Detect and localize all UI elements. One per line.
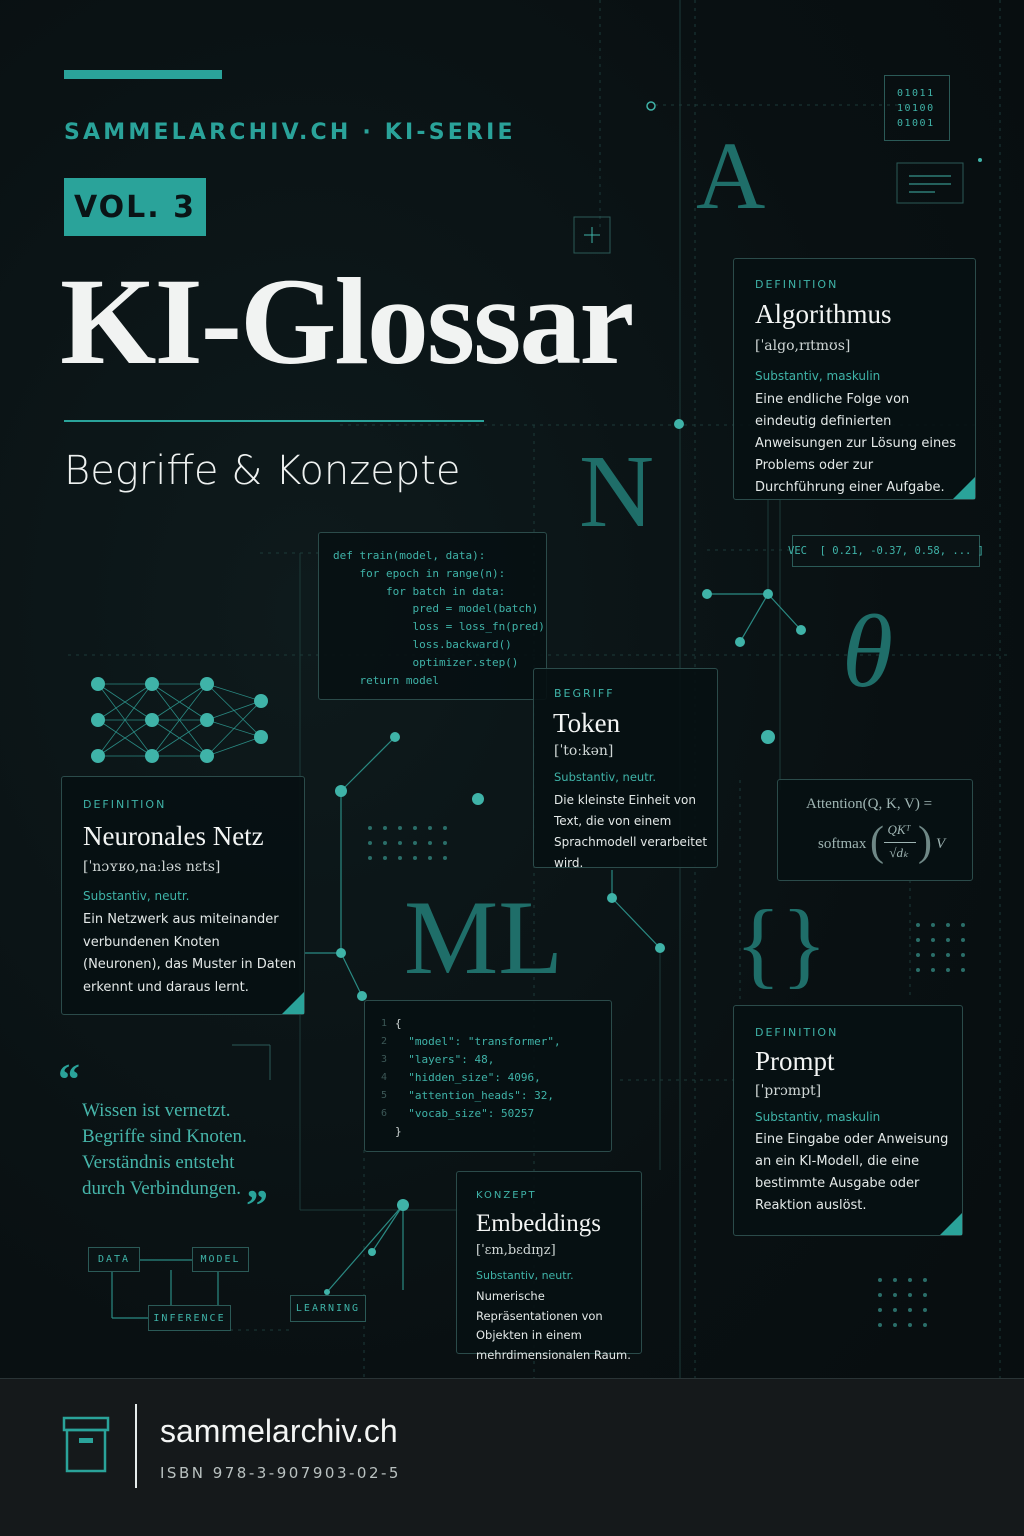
code-block-config	[364, 1000, 612, 1152]
code-line: "hidden_size": 4096,	[395, 1071, 541, 1084]
page-title: KI-Glossar	[60, 253, 633, 390]
card-eyebrow: DEFINITION	[755, 278, 839, 291]
code-line: "vocab_size": 50257	[395, 1107, 535, 1120]
line-number: 2	[380, 1036, 387, 1047]
card-pos: Substantiv, maskulin	[755, 1110, 881, 1124]
code-line: for batch in data:	[333, 584, 506, 598]
card-ipa: [ˈnɔʏʁo,naːləs nɛts]	[83, 859, 221, 875]
glyph-braces: {}	[735, 890, 828, 997]
card-embeddings	[456, 1171, 642, 1362]
code-line: for epoch in range(n):	[333, 566, 506, 580]
page-subtitle: Begriffe & Konzepte	[64, 448, 461, 494]
card-term: Embeddings	[476, 1210, 601, 1237]
card-ipa: [ˈɛm,bɛdɪŋz]	[476, 1243, 556, 1258]
card-term: Token	[553, 708, 621, 738]
card-eyebrow: DEFINITION	[83, 798, 167, 811]
footer-domain: sammelarchiv.ch	[160, 1413, 398, 1449]
glyph-ml: ML	[404, 879, 563, 996]
card-eyebrow: BEGRIFF	[554, 687, 615, 700]
card-corner	[953, 477, 975, 499]
neural-network-diagram	[80, 668, 280, 768]
quote-line: Begriffe sind Knoten.	[82, 1126, 247, 1147]
formula-v: V	[936, 836, 946, 852]
vector-readout: VEC [ 0.21, -0.37, 0.58, ... ]	[792, 535, 980, 567]
card-pos: Substantiv, neutr.	[476, 1269, 574, 1282]
quote-open-mark: “	[58, 1055, 80, 1104]
card-eyebrow: KONZEPT	[476, 1190, 537, 1201]
quote-line: Wissen ist vernetzt.	[82, 1100, 231, 1121]
line-number: 6	[380, 1108, 387, 1119]
quote-close-mark: ”	[246, 1181, 268, 1230]
line-number: 4	[380, 1072, 387, 1083]
volume-badge: VOL. 3	[64, 178, 206, 236]
flow-node-data: DATA	[88, 1247, 140, 1272]
series-kicker: SAMMELARCHIV.CH · KI-SERIE	[64, 120, 516, 145]
flow-node-learning: LEARNING	[290, 1295, 366, 1322]
glyph-a: A	[696, 122, 766, 229]
formula-paren-left: (	[870, 819, 884, 865]
card-algorithmus	[733, 258, 976, 500]
card-eyebrow: DEFINITION	[755, 1026, 839, 1039]
card-ipa: [ˈalgo,rɪtmʊs]	[755, 338, 851, 354]
accent-bar	[64, 70, 222, 79]
footer	[0, 1378, 1024, 1536]
binary-line: 01011	[897, 88, 935, 99]
code-line: return model	[333, 673, 439, 687]
footer-isbn: ISBN 978-3-907903-02-5	[160, 1464, 401, 1482]
code-line: "layers": 48,	[395, 1053, 495, 1066]
card-term: Neuronales Netz	[83, 821, 264, 851]
card-definition: Ein Netzwerk aus miteinander verbundenen Knoten (Neuronen), das Muster in Daten erkennt und daraus lernt.	[83, 912, 297, 995]
line-number: 3	[380, 1054, 387, 1065]
card-corner	[282, 992, 304, 1014]
code-line: loss = loss_fn(pred)	[333, 620, 545, 634]
code-line: loss.backward()	[333, 637, 512, 651]
binary-box	[884, 75, 950, 141]
card-definition: Eine Eingabe oder Anweisung an ein KI-Modell, die eine bestimmte Ausgabe oder Reaktion auslöst.	[755, 1132, 949, 1213]
line-number: 5	[380, 1090, 387, 1101]
code-line: pred = model(batch)	[333, 602, 539, 616]
card-term: Algorithmus	[755, 299, 892, 329]
card-term: Prompt	[755, 1046, 835, 1076]
formula-denominator: √dₖ	[889, 845, 909, 860]
quote-line: durch Verbindungen.	[82, 1178, 242, 1199]
card-corner	[940, 1213, 962, 1235]
card-ipa: [ˈtoːkən]	[554, 743, 614, 759]
card-definition: Numerische Repräsentationen von Objekten in einem mehrdimensionalen Raum.	[476, 1289, 631, 1362]
card-definition: Eine endliche Folge von eindeutig definierten Anweisungen zur Lösung eines Problems oder zur Durchführung einer Aufgabe.	[755, 392, 957, 495]
quote-line: Verständnis entsteht	[82, 1152, 235, 1173]
formula-paren-right: )	[918, 819, 932, 865]
binary-line: 10100	[897, 103, 935, 114]
flow-node-model: MODEL	[192, 1247, 249, 1272]
title-divider	[64, 420, 484, 422]
glyph-n: N	[579, 434, 655, 549]
formula-numerator: QKᵀ	[887, 822, 911, 837]
footer-divider	[135, 1404, 137, 1488]
line-number: 1	[380, 1018, 387, 1029]
formula-fraction-bar	[884, 842, 916, 843]
glyph-theta: θ	[842, 594, 894, 709]
formula-softmax: softmax	[818, 836, 867, 852]
code-line: "attention_heads": 32,	[395, 1089, 554, 1102]
code-block-train	[318, 532, 547, 700]
code-line: }	[395, 1125, 402, 1138]
binary-line: 01001	[897, 118, 935, 129]
card-ipa: [ˈprɔmpt]	[755, 1083, 822, 1099]
card-prompt	[733, 1005, 963, 1236]
card-definition: Die kleinste Einheit von Text, die von einem Sprachmodell verarbeitet wird.	[554, 793, 708, 870]
code-line: {	[395, 1017, 402, 1030]
json-lines	[395, 1015, 561, 1141]
flow-node-inference: INFERENCE	[148, 1305, 231, 1331]
card-pos: Substantiv, neutr.	[554, 770, 657, 784]
line-numbers	[371, 1015, 387, 1123]
archive-box-icon	[62, 1416, 110, 1474]
formula-line1: Attention(Q, K, V) =	[806, 796, 933, 812]
code-line: def train(model, data):	[333, 549, 486, 562]
card-pos: Substantiv, neutr.	[83, 889, 190, 903]
attention-formula	[777, 779, 973, 881]
code-line: "model": "transformer",	[395, 1035, 561, 1048]
code-line: optimizer.step()	[333, 655, 519, 669]
card-token	[533, 668, 718, 868]
card-pos: Substantiv, maskulin	[755, 369, 881, 383]
card-neuronales-netz	[61, 776, 305, 1015]
